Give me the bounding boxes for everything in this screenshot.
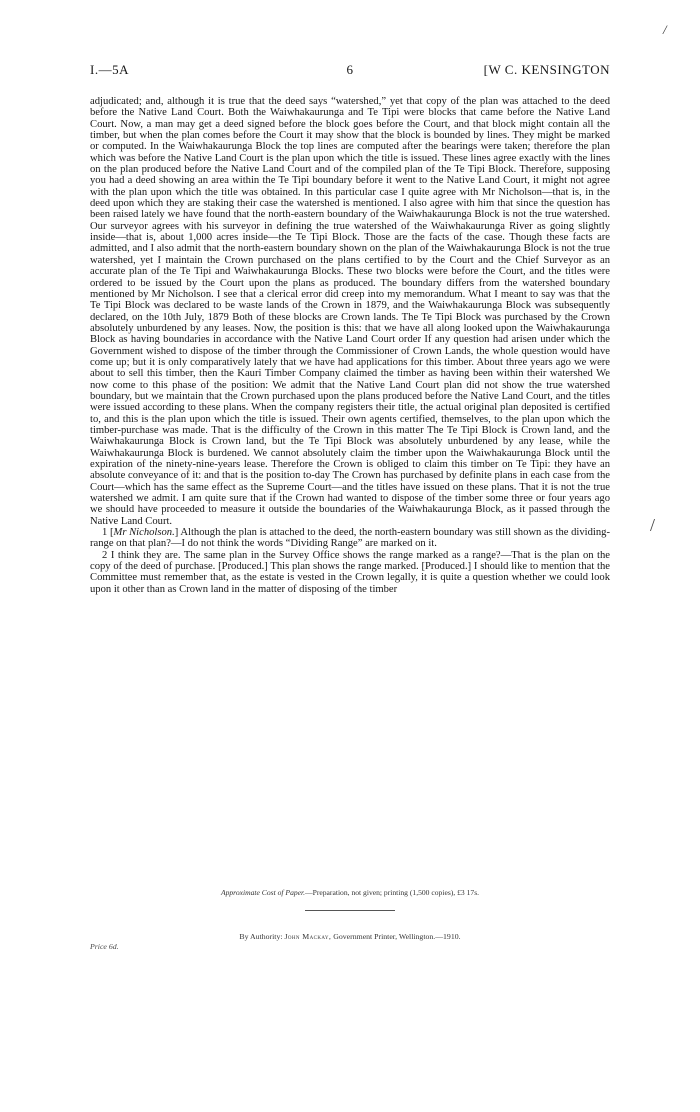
question-text: Although the plan is attached to the deed, the north-eastern boundary was still shown as the dividing-range on that plan?—I do not think the words “Dividing Range” are marked on it. [90, 527, 610, 550]
printer-imprint [90, 932, 610, 941]
authority-prefix: By Authority: [239, 932, 283, 941]
cost-label: Approximate Cost of Paper. [220, 888, 306, 897]
evidence-paragraph: adjudicated; and, although it is true that the deed says “watershed,” yet that copy of the plan was attached to the deed before the Native Land Court. Both the Waiwhakaurunga and Te Tipi were blocks that came before the Native Land Court. Now, a man may get a deed signed before the block goes before the Court, and that block might contain all the timber, but when the plan comes before the Court it may show that the block is bounded by lines. They might be marked or computed. In the Waiwhakaurunga Block the top lines are computed after the bearings were taken; therefore the plan which was before the Native Land Court is the plan upon which the title is issued. These lines agree exactly with the lines on the plan produced before the Native Land Court and of the compiled plan of the Te Tipi Block. Therefore, supposing you had a deed showing an area within the Te Tipi boundary before it went to the Native Land Court, it might not agree with the plan upon which the title was obtained. In this particular case I quite agree with Mr Nicholson—that is, in the deed upon which they are staking their case the watershed is mentioned. I also agree with him that since the question has been raised lately we have found that the north-eastern boundary of the Waiwhakaurunga Block is not the true watershed. Our surveyor agrees with his surveyor in defining the true watershed of the Waiwhakaurunga River as going slightly inside—that is, about 1,000 acres inside—the Te Tipi Block. Those are the facts of the case. Though these facts are admitted, and I also admit that the north-eastern boundary shown on the plan of the Waiwhakaurunga Block is not the true watershed, yet I maintain the Crown purchased on the plans certified to by the Court and the Chief Surveyor as an accurate plan of the Te Tipi and Waiwhakaurunga Blocks. These two blocks were before the Court, and the titles were ordered to be issued by the Court upon the plans as produced. The boundary differs from the watershed boundary mentioned by Mr Nicholson. I see that a clerical error did creep into my memorandum. What I meant to say was that the Te Tipi Block was declared to be waste lands of the Crown in 1879, and the Waiwhakaurunga Block was subsequently declared, on the 10th July, 1879 Both of these blocks are Crown lands. The Te Tipi Block was purchased by the Crown absolutely unburdened by any leases. Now, the position is this: that we have all along looked upon the Waiwhakaurunga Block as having boundaries in accordance with the Native Land Court order If any question had arisen under which the Government wished to dispose of the timber through the Commissioner of Crown Lands, the whole question would have come up; but it is only comparatively lately that we have had applications for this timber. About three years ago we were about to sell this timber, then the Kauri Timber Company claimed the timber as having been within their watershed We now come to this phase of the position: We admit that the Native Land Court plan did not show the true watershed boundary, but we maintain that the Crown purchased upon the plans produced before the Native Land Court, and the titles were issued according to these plans. When the company registers their title, the actual original plan deposited is certified to, and this is the plan upon which the title is issued. Their own agents certified, themselves, to the plan upon which the timber-purchase was made. That is the difficulty of the Crown in this matter The Te Tipi Block is Crown land, and the Waiwhakaurunga Block is Crown land, but the Te Tipi Block was absolutely unburdened by any lease, while the Waiwhakaurunga Block is burdened. We cannot absolutely claim the timber upon the Waiwhakaurunga Block until the expiration of the ninety-nine-years lease. Therefore the Crown is obliged to claim this timber on Te Tipi: they have an absolute conveyance of it: and that is the position to-day The Crown has purchased by definite plans in each case from the Court—which has the same effect as the Supreme Court—and the titles have issued on these plans. That it is not the true watershed we admit. I am quite sure that if the Crown had wanted to dispose of the timber some three or four years ago we should have proceeded to measure it outside the boundaries of the Waiwhakaurunga Block, as it passed through the Native Land Court. [90, 96, 610, 527]
question-text: I think they are. The same plan in the Survey Office shows the range marked as a range?—That is the plan on the copy of the deed of purchase. [Produced.] This plan shows the range marked. [Produced.] I should like to mention that the Committee must remember that, as the estate is vested in the Crown legally, it is quite a question whether we could look upon it other than as Crown land in the matter of disposing of the timber [90, 549, 611, 595]
document-reference: I.—5A [90, 62, 129, 77]
footer-divider [305, 910, 395, 911]
page-header [90, 62, 610, 80]
question-number: 1 [102, 527, 108, 539]
witness-name: [W C. KENSINGTON [483, 62, 610, 77]
page-corner-mark: / [663, 22, 667, 37]
question-2 [90, 550, 610, 595]
margin-annotation-mark: / [650, 515, 656, 535]
question-speaker-bracket-close: ] [174, 527, 179, 539]
question-number: 2 [102, 549, 108, 561]
evidence-body [90, 96, 610, 595]
question-speaker: Mr Nicholson. [113, 527, 175, 539]
page-number: 6 [346, 62, 354, 77]
question-speaker-bracket: [ [109, 527, 114, 539]
authority-suffix: Government Printer, Wellington.—1910. [333, 932, 461, 941]
printer-name: John Mackay, [284, 932, 332, 941]
cost-text: —Preparation, not given; printing (1,500 copies), £3 17s. [305, 888, 480, 897]
question-1 [90, 527, 610, 550]
price-note: Price 6d. [90, 942, 119, 951]
cost-note [90, 888, 610, 897]
